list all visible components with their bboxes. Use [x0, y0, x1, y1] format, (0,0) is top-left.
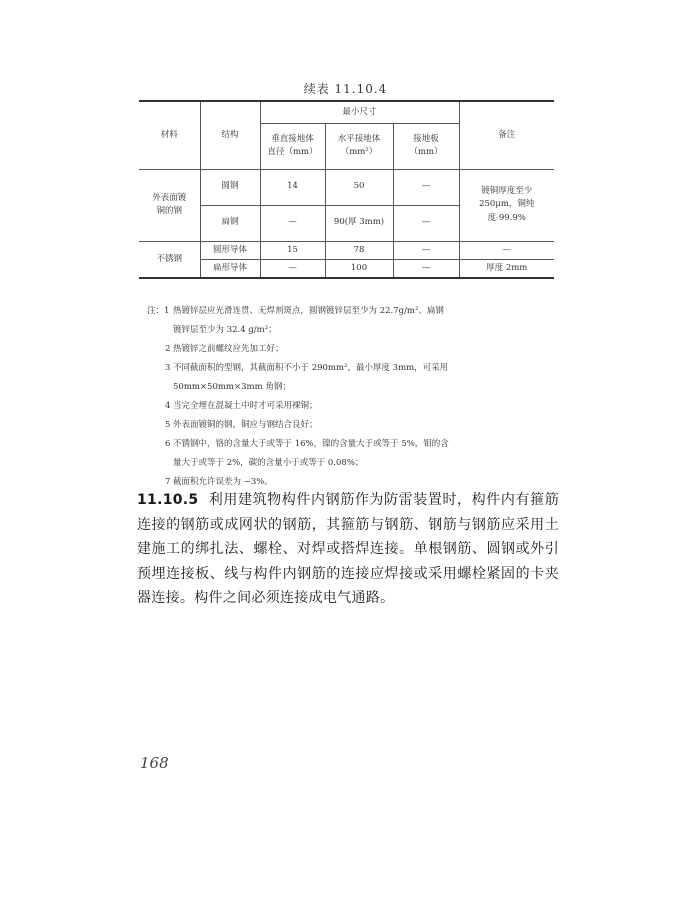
remark-line2: 250μm，铜纯	[479, 199, 535, 210]
clause-paragraph	[137, 488, 559, 611]
table-caption: 续表 11.10.4	[303, 82, 388, 96]
header-vertical-line1: 垂直接地体	[271, 133, 314, 144]
cell-rc-remark: —	[459, 241, 554, 259]
cell-round-horizontal: 50	[325, 169, 393, 205]
note-text: 当完全埋在混凝土中时才可采用裸铜；	[173, 401, 318, 411]
structure-flat-conductor: 扁形导体	[200, 259, 260, 278]
copper-clad-line2: 铜的钢	[156, 206, 182, 216]
note-number: 6	[165, 439, 171, 449]
cell-fc-vertical: —	[260, 259, 325, 278]
copper-clad-line1: 外表面镀	[152, 192, 187, 203]
note-number: 7	[165, 477, 171, 487]
cell-flat-plate: —	[393, 205, 459, 241]
note-item	[147, 302, 567, 340]
header-horizontal-line1: 水平接地体	[337, 133, 381, 144]
grounding-size-table	[139, 100, 554, 279]
note-item	[147, 416, 567, 435]
cell-fc-plate: —	[393, 259, 459, 278]
cell-fc-remark: 厚度 2mm	[459, 259, 554, 278]
cell-flat-vertical: —	[260, 205, 325, 241]
clause-number: 11.10.5	[137, 492, 199, 508]
note-item	[147, 340, 567, 359]
cell-rc-vertical: 15	[260, 241, 325, 259]
structure-round-conductor: 圆形导体	[200, 241, 260, 259]
note-text: 外表面镀铜的钢，铜应与钢结合良好；	[173, 420, 318, 430]
note-number: 5	[165, 420, 171, 430]
remark-line3: 度 99.9%	[487, 212, 526, 223]
header-vertical-electrode	[260, 123, 325, 169]
page-number: 168	[140, 754, 169, 772]
table-notes	[147, 302, 567, 492]
note-number: 4	[165, 401, 171, 411]
header-remarks: 备注	[459, 101, 554, 169]
cell-flat-horizontal: 90(厚 3mm)	[325, 205, 393, 241]
note-text: 热镀锌层应光滑连贯、无焊剂斑点，圆钢镀锌层至少为 22.7g/m²、扁钢 镀锌层至少为 32.4 g/m²；	[173, 306, 444, 335]
note-item	[147, 397, 567, 416]
note-text: 热镀锌之前螺纹应先加工好；	[173, 344, 284, 354]
clause-text: 利用建筑物构件内钢筋作为防雷装置时，构件内有箍筋连接的钢筋或成网状的钢筋，其箍筋与钢筋、钢筋与钢筋应采用土建施工的绑扎法、螺栓、对焊或搭焊连接。单根钢筋、圆钢或外引预埋连接板、线与构件内钢筋的连接应焊接或采用螺栓紧固的卡夹器连接。构件之间必须连接成电气通路。	[137, 492, 559, 606]
header-plate-line2: （mm）	[409, 147, 443, 157]
material-stainless-steel: 不锈钢	[139, 241, 200, 278]
cell-round-vertical: 14	[260, 169, 325, 205]
note-number: 3	[165, 363, 171, 373]
header-min-size: 最小尺寸	[260, 101, 459, 123]
header-structure: 结构	[200, 101, 260, 169]
note-prefix: 注：1	[147, 306, 170, 316]
cell-copper-clad-remark	[459, 169, 554, 241]
material-copper-clad-steel	[139, 169, 200, 241]
structure-round-steel: 圆钢	[200, 169, 260, 205]
cell-rc-horizontal: 78	[325, 241, 393, 259]
note-text: 不锈钢中，铬的含量大于或等于 16%，镍的含量大于或等于 5%，钼的含 量大于或等于 2%，碳的含量小于或等于 0.08%；	[173, 439, 449, 468]
cell-round-plate: —	[393, 169, 459, 205]
header-material: 材料	[139, 101, 200, 169]
note-text: 不同截面积的型钢，其截面积不小于 290mm²，最小厚度 3mm，可采用 50mm×50mm×3mm 角钢；	[173, 363, 449, 392]
note-number: 2	[165, 344, 171, 354]
note-text: 截面积允许误差为 −3%。	[173, 477, 273, 487]
cell-rc-plate: —	[393, 241, 459, 259]
note-item	[147, 359, 567, 397]
header-horizontal-electrode	[325, 123, 393, 169]
structure-flat-steel: 扁钢	[200, 205, 260, 241]
header-plate-line1: 接地板	[413, 133, 439, 144]
header-grounding-plate	[393, 123, 459, 169]
note-item	[147, 435, 567, 473]
remark-line1: 镀铜厚度至少	[481, 186, 533, 197]
header-vertical-line2: 直径（mm）	[267, 147, 318, 157]
cell-fc-horizontal: 100	[325, 259, 393, 278]
header-horizontal-line2: （mm²）	[340, 147, 378, 157]
